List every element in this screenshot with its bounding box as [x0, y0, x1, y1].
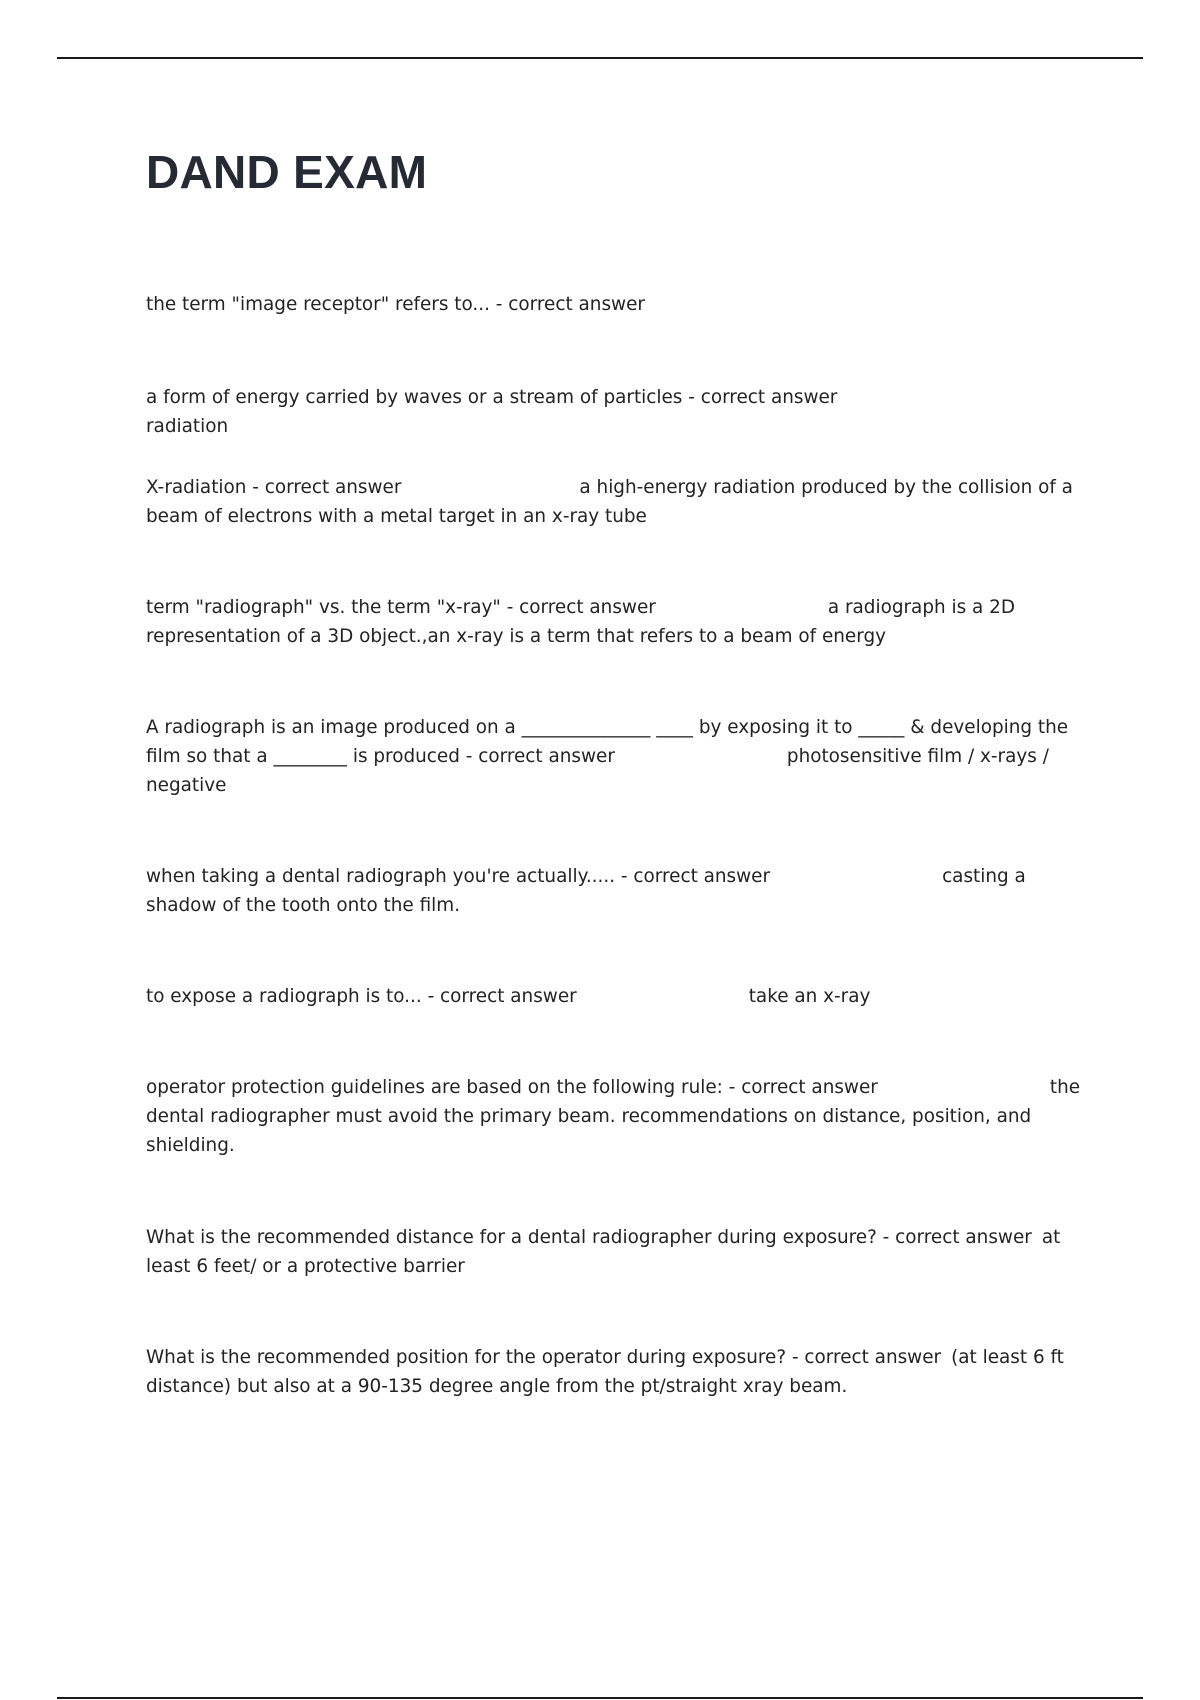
- answer-text: a radiograph is a 2D representation of a 3D object.,an x-ray is a term that refers to a beam of energy: [146, 597, 1021, 647]
- answer-text: photosensitive film / x-rays / negative: [146, 746, 1055, 796]
- question-text: the term "image receptor" refers to... - correct answer: [146, 294, 645, 315]
- document-title: DAND EXAM: [146, 146, 428, 198]
- question-text: term "radiograph" vs. the term "x-ray" - correct answer: [146, 597, 656, 618]
- question-text: A radiograph is an image produced on a ______________ ____ by exposing it to _____ & developing the film so that a ________ is produced - correct answer: [146, 717, 1074, 767]
- answer-text: radiation: [146, 416, 229, 437]
- question-text: What is the recommended position for the operator during exposure? - correct answer: [146, 1347, 942, 1368]
- question-text: What is the recommended distance for a dental radiographer during exposure? - correct answer: [146, 1227, 1032, 1248]
- bottom-rule: [57, 1697, 1143, 1699]
- question-text: operator protection guidelines are based on the following rule: - correct answer: [146, 1077, 878, 1098]
- qa-item: [146, 290, 1086, 319]
- answer-text: at least 6 feet/ or a protective barrier: [146, 1227, 1067, 1277]
- question-text: to expose a radiograph is to... - correct answer: [146, 986, 577, 1007]
- qa-item: [146, 383, 1086, 441]
- answer-text: take an x-ray: [748, 986, 871, 1007]
- qa-item: [146, 593, 1086, 651]
- qa-item: [146, 862, 1086, 920]
- qa-item: [146, 473, 1086, 531]
- answer-text: a high-energy radiation produced by the collision of a beam of electrons with a metal target in an x-ray tube: [146, 477, 1079, 527]
- answer-text: casting a shadow of the tooth onto the film.: [146, 866, 1032, 916]
- question-text: a form of energy carried by waves or a stream of particles - correct answer: [146, 387, 838, 408]
- answer-text: the dental radiographer must avoid the primary beam. recommendations on distance, position, and shielding.: [146, 1077, 1086, 1156]
- qa-item: [146, 982, 1086, 1011]
- qa-item: [146, 1343, 1086, 1401]
- top-rule: [57, 57, 1143, 59]
- qa-item: [146, 1223, 1086, 1281]
- question-text: X-radiation - correct answer: [146, 477, 402, 498]
- qa-item: [146, 713, 1086, 800]
- qa-item: [146, 1073, 1086, 1160]
- answer-text: (at least 6 ft distance) but also at a 90-135 degree angle from the pt/straight xray beam.: [146, 1347, 1070, 1397]
- question-text: when taking a dental radiograph you're actually..... - correct answer: [146, 866, 771, 887]
